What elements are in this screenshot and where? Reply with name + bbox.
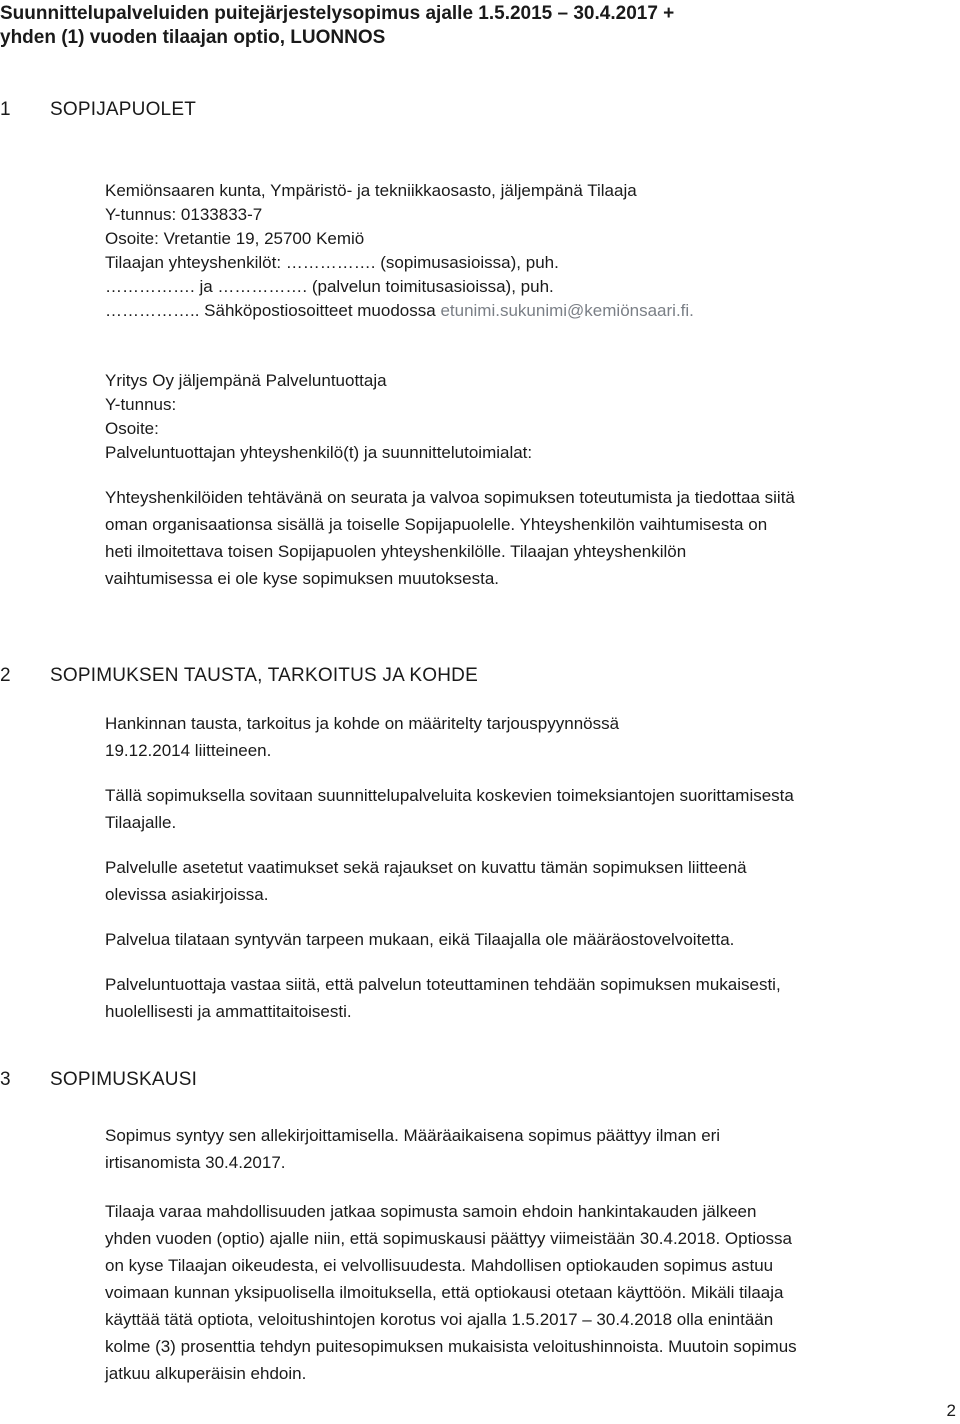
tilaaja-line: Kemiönsaaren kunta, Ympäristö- ja tekniikkaosasto, jäljempänä Tilaaja [105,181,637,200]
section-3-paragraph [105,1122,955,1176]
section-1-heading [0,98,196,122]
paragraph-line: yhden vuoden (optio) ajalle niin, että sopimuskausi päättyy viimeistään 30.4.2018. Optiossa [105,1229,793,1248]
tilaaja-line: Osoite: Vretantie 19, 25700 Kemiö [105,229,365,248]
section-title: SOPIJAPUOLET [50,99,196,120]
email-link[interactable]: etunimi.sukunimi@kemiönsaari.fi. [440,301,694,320]
paragraph-line: jatkuu alkuperäisin ehdoin. [105,1364,307,1383]
section-2-heading [0,664,478,688]
paragraph-line: olevissa asiakirjoissa. [105,885,269,904]
tilaaja-line: ……………. ja ……………. (palvelun toimitusasioissa), puh. [105,277,554,296]
paragraph-line: Palvelua tilataan syntyvän tarpeen mukaan, eikä Tilaajalla ole määräostovelvoitetta. [105,930,735,949]
section-number: 3 [0,1069,11,1090]
palveluntuottaja-line: Palveluntuottajan yhteyshenkilö(t) ja suunnittelutoimialat: [105,443,533,462]
paragraph-line: Sopimus syntyy sen allekirjoittamisella. Määräaikaisena sopimus päättyy ilman eri [105,1126,721,1145]
paragraph-line: irtisanomista 30.4.2017. [105,1153,286,1172]
tilaaja-line: Y-tunnus: 0133833-7 [105,205,263,224]
section-2-paragraph [105,971,955,1025]
paragraph-line: 19.12.2014 liitteineen. [105,741,272,760]
paragraph-line: heti ilmoitettava toisen Sopijapuolen yhteyshenkilölle. Tilaajan yhteyshenkilön [105,542,687,561]
section-2-paragraph [105,854,955,908]
document-title-line-1: Suunnittelupalveluiden puitejärjestelysopimus ajalle 1.5.2015 – 30.4.2017 + [0,3,675,24]
paragraph-line: kolme (3) prosenttia tehdyn puitesopimuksen mukaisista veloitushinnoista. Muutoin sopimus [105,1337,797,1356]
paragraph-line: Tilaajalle. [105,813,177,832]
paragraph-line: Tilaaja varaa mahdollisuuden jatkaa sopimusta samoin ehdoin hankintakauden jälkeen [105,1202,757,1221]
paragraph-line: Yhteyshenkilöiden tehtävänä on seurata ja valvoa sopimuksen toteutumista ja tiedottaa siitä [105,488,795,507]
section-2-paragraph [105,710,955,764]
paragraph-line: voimaan kunnan yksipuolisella ilmoituksella, että optiokausi otetaan käyttöön. Mikäli tilaaja [105,1283,784,1302]
section-number: 2 [0,665,11,686]
section-3-paragraph [105,1198,955,1387]
page-number: 2 [946,1401,956,1420]
section-2-paragraph [105,926,955,953]
section-number: 1 [0,99,11,120]
section-2-paragraph [105,782,955,836]
palveluntuottaja-line: Y-tunnus: [105,395,177,414]
section-title: SOPIMUKSEN TAUSTA, TARKOITUS JA KOHDE [50,665,478,686]
section-3-heading [0,1068,197,1092]
paragraph-line: Hankinnan tausta, tarkoitus ja kohde on määritelty tarjouspyynnössä [105,714,620,733]
paragraph-line: on kyse Tilaajan oikeudesta, ei velvollisuudesta. Mahdollisen optiokauden sopimus astuu [105,1256,774,1275]
yhteyshenkilot-paragraph [105,484,955,592]
tilaaja-line: Tilaajan yhteyshenkilöt: ……………. (sopimusasioissa), puh. [105,253,559,272]
section-title: SOPIMUSKAUSI [50,1069,198,1090]
paragraph-line: Palveluntuottaja vastaa siitä, että palvelun toteuttaminen tehdään sopimuksen mukaisesti, [105,975,781,994]
paragraph-line: vaihtumisessa ei ole kyse sopimuksen muutoksesta. [105,569,500,588]
document-title-line-2: yhden (1) vuoden tilaajan optio, LUONNOS [0,27,386,48]
tilaaja-email-line [105,299,694,323]
paragraph-line: Palvelulle asetetut vaatimukset sekä rajaukset on kuvattu tämän sopimuksen liitteenä [105,858,747,877]
palveluntuottaja-line: Osoite: [105,419,159,438]
paragraph-line: Tällä sopimuksella sovitaan suunnittelupalveluita koskevien toimeksiantojen suorittamisesta [105,786,794,805]
email-prefix: …………….. Sähköpostiosoitteet muodossa [105,301,441,320]
palveluntuottaja-line: Yritys Oy jäljempänä Palveluntuottaja [105,371,387,390]
paragraph-line: käyttää tätä optiota, veloitushintojen korotus voi ajalla 1.5.2017 – 30.4.2018 olla enintään [105,1310,774,1329]
paragraph-line: huolellisesti ja ammattitaitoisesti. [105,1002,352,1021]
paragraph-line: oman organisaationsa sisällä ja toiselle Sopijapuolelle. Yhteyshenkilön vaihtumisesta on [105,515,768,534]
